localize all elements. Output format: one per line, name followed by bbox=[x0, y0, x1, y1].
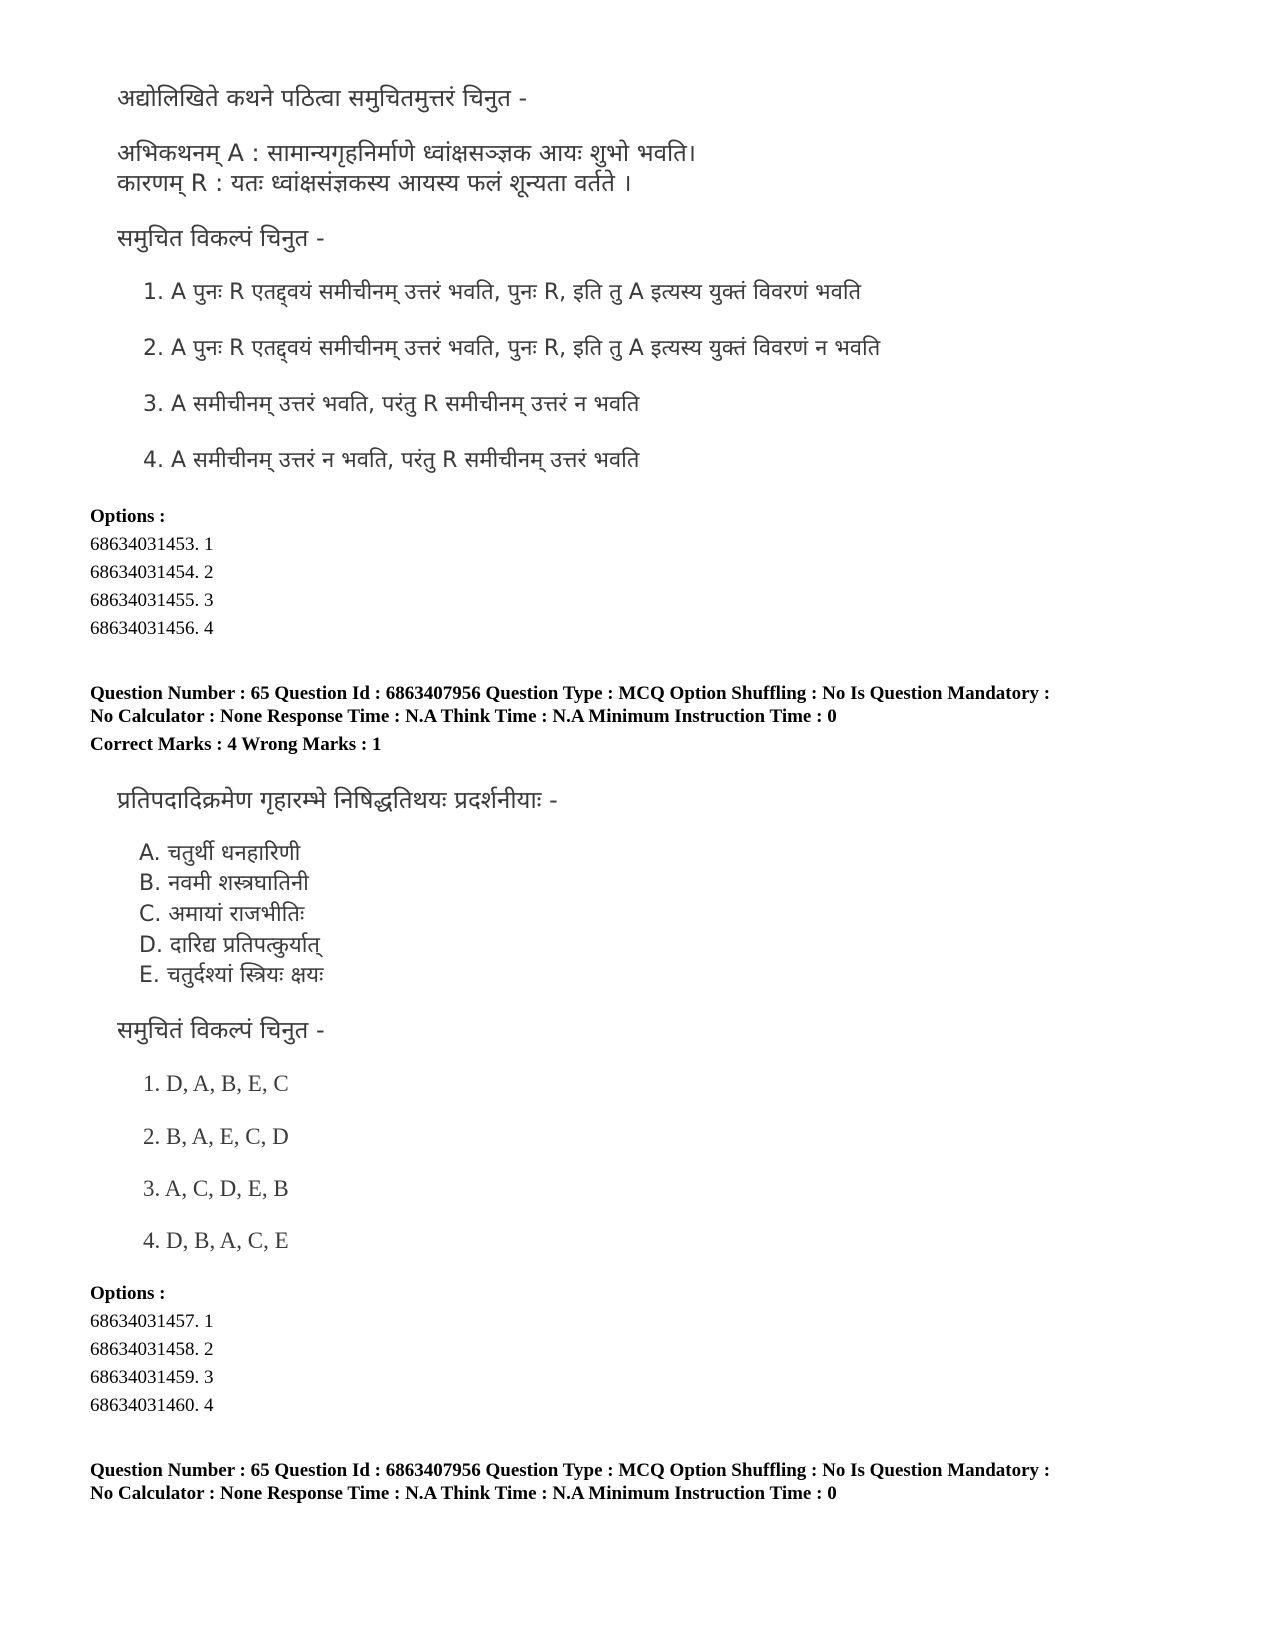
q65-item-b: B. नवमी शस्त्रघातिनी bbox=[139, 871, 309, 896]
q65-choice-1: 1. D, A, B, E, C bbox=[143, 1071, 289, 1096]
q65-choice-3: 3. A, C, D, E, B bbox=[143, 1176, 289, 1201]
q64-choice-4: 4. A समीचीनम् उत्तरं न भवति, परंतु R समीचीनम् उत्तरं भवति bbox=[143, 448, 640, 473]
q64-reason: कारणम् R : यतः ध्वांक्षसंज्ञकस्य आयस्य फलं शून्यता वर्तते । bbox=[117, 169, 632, 197]
q65-item-a: A. चतुर्थी धनहारिणी bbox=[139, 841, 301, 866]
q65-marks: Correct Marks : 4 Wrong Marks : 1 bbox=[90, 734, 382, 755]
q65-item-c: C. अमायां राजभीतिः bbox=[139, 902, 305, 927]
q64-choice-2: 2. A पुनः R एतद्द्वयं समीचीनम् उत्तरं भवति, पुनः R, इति तु A इत्यस्य युक्तं विवरणं न भवति bbox=[143, 336, 881, 361]
q65-meta-line-1: Question Number : 65 Question Id : 6863407956 Question Type : MCQ Option Shuffling : No Is Question Mandatory : bbox=[90, 683, 1051, 704]
q65-meta-line-2: No Calculator : None Response Time : N.A Think Time : N.A Minimum Instruction Time : 0 bbox=[90, 706, 837, 727]
q64-option-3: 68634031455. 3 bbox=[90, 590, 214, 611]
q64-instruction: अद्योलिखिते कथने पठित्वा समुचितमुत्तरं चिनुत - bbox=[117, 84, 528, 112]
q66-meta-line-1: Question Number : 65 Question Id : 6863407956 Question Type : MCQ Option Shuffling : No Is Question Mandatory : bbox=[90, 1460, 1051, 1481]
q65-option-3: 68634031459. 3 bbox=[90, 1367, 214, 1388]
q65-item-d: D. दारिद्य प्रतिपत्कुर्यात् bbox=[139, 933, 320, 958]
q65-choose-label: समुचितं विकल्पं चिनुत - bbox=[117, 1016, 325, 1044]
q65-item-e: E. चतुर्दश्यां स्त्रियः क्षयः bbox=[139, 963, 324, 988]
q64-choice-1: 1. A पुनः R एतद्द्वयं समीचीनम् उत्तरं भवति, पुनः R, इति तु A इत्यस्य युक्तं विवरणं भवति bbox=[143, 280, 862, 305]
q65-option-1: 68634031457. 1 bbox=[90, 1311, 214, 1332]
q64-option-1: 68634031453. 1 bbox=[90, 534, 214, 555]
q64-choose-label: समुचित विकल्पं चिनुत - bbox=[117, 224, 325, 252]
q65-choice-4: 4. D, B, A, C, E bbox=[143, 1228, 289, 1253]
q65-option-4: 68634031460. 4 bbox=[90, 1395, 214, 1416]
q66-meta-line-2: No Calculator : None Response Time : N.A Think Time : N.A Minimum Instruction Time : 0 bbox=[90, 1483, 837, 1504]
q64-assertion: अभिकथनम् A : सामान्यगृहनिर्माणे ध्वांक्षसञ्ज्ञक आयः शुभो भवति। bbox=[117, 139, 696, 167]
q64-options-label: Options : bbox=[90, 506, 166, 527]
q65-choice-2: 2. B, A, E, C, D bbox=[143, 1124, 289, 1149]
q64-option-4: 68634031456. 4 bbox=[90, 618, 214, 639]
q65-options-label: Options : bbox=[90, 1283, 166, 1304]
q65-instruction: प्रतिपदादिक्रमेण गृहारम्भे निषिद्धतिथयः प्रदर्शनीयाः - bbox=[117, 786, 558, 814]
q64-choice-3: 3. A समीचीनम् उत्तरं भवति, परंतु R समीचीनम् उत्तरं न भवति bbox=[143, 392, 640, 417]
q64-option-2: 68634031454. 2 bbox=[90, 562, 214, 583]
q65-option-2: 68634031458. 2 bbox=[90, 1339, 214, 1360]
